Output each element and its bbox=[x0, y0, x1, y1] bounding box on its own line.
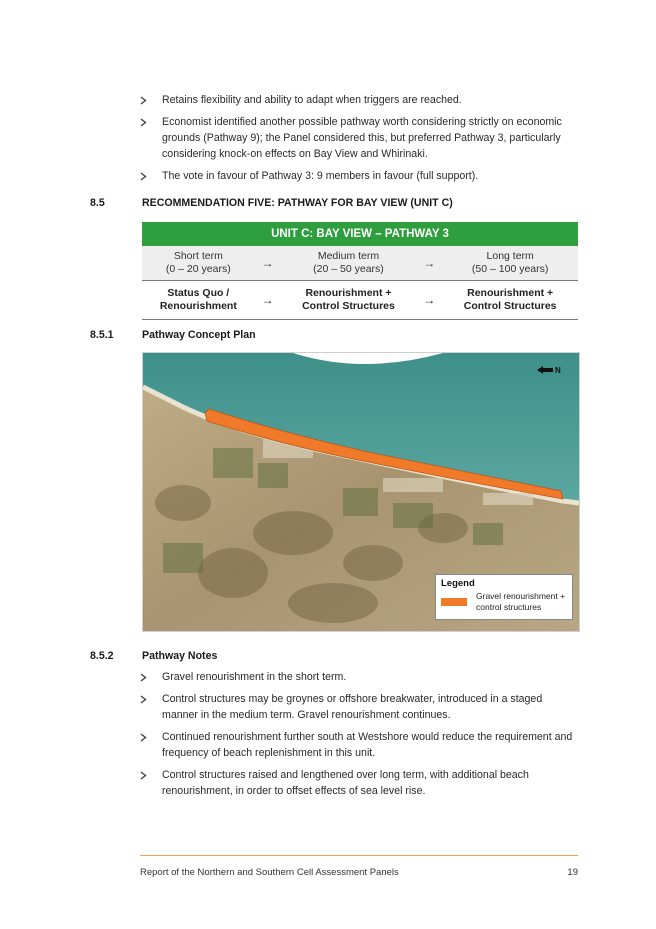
intro-bullet-list bbox=[140, 92, 580, 190]
list-item bbox=[140, 669, 580, 685]
terms-row bbox=[142, 246, 578, 281]
subsection-title: Pathway Concept Plan bbox=[142, 329, 256, 341]
section-title: RECOMMENDATION FIVE: PATHWAY FOR BAY VIEW (UNIT C) bbox=[142, 197, 453, 209]
chevron-right-icon bbox=[140, 114, 150, 130]
chevron-right-icon bbox=[140, 669, 150, 685]
term-range: (0 – 20 years) bbox=[165, 263, 231, 275]
pathway-table bbox=[142, 222, 578, 320]
action-line: Renourishment bbox=[159, 300, 237, 312]
action-line: Renourishment + bbox=[467, 287, 554, 299]
arrow-right-icon: → bbox=[416, 281, 442, 320]
subsection-number: 8.5.1 bbox=[90, 329, 114, 341]
term-name: Short term bbox=[173, 250, 223, 262]
north-label: N bbox=[555, 366, 561, 375]
action-line: Status Quo / bbox=[167, 287, 230, 299]
map-legend bbox=[435, 574, 573, 620]
list-item bbox=[140, 729, 580, 761]
chevron-right-icon bbox=[140, 767, 150, 783]
action-line: Control Structures bbox=[302, 300, 395, 312]
chevron-right-icon bbox=[140, 168, 150, 184]
term-name: Long term bbox=[486, 250, 534, 262]
section-number: 8.5 bbox=[90, 197, 105, 209]
chevron-right-icon bbox=[140, 691, 150, 707]
legend-label bbox=[476, 591, 565, 613]
chevron-right-icon bbox=[140, 729, 150, 745]
page-number: 19 bbox=[567, 867, 578, 878]
subsection-title: Pathway Notes bbox=[142, 650, 218, 662]
arrow-right-icon: → bbox=[255, 281, 281, 320]
term-range: (50 – 100 years) bbox=[471, 263, 549, 275]
pathway-concept-map bbox=[142, 352, 580, 632]
bullet-text: The vote in favour of Pathway 3: 9 members in favour (full support). bbox=[162, 170, 479, 182]
footer-divider bbox=[140, 855, 578, 856]
legend-label-line: Gravel renourishment + bbox=[476, 591, 566, 601]
legend-label-line: control structures bbox=[476, 602, 542, 612]
arrow-right-icon: → bbox=[416, 246, 442, 281]
bullet-text: Control structures may be groynes or offshore breakwater, introduced in a staged manner in the medium term. Gravel renourishment continues. bbox=[162, 693, 543, 721]
legend-title: Legend bbox=[441, 578, 475, 589]
notes-bullet-list bbox=[140, 669, 580, 805]
list-item bbox=[140, 92, 580, 108]
bullet-text: Economist identified another possible pathway worth considering strictly on economic grounds (Pathway 9); the Panel considered this, but preferred Pathway 3, particularly considering knock-on effects on Bay View and Whirinaki. bbox=[162, 116, 562, 160]
footer-text: Report of the Northern and Southern Cell Assessment Panels bbox=[140, 867, 399, 878]
pathway-table-title: UNIT C: BAY VIEW – PATHWAY 3 bbox=[142, 222, 578, 246]
list-item bbox=[140, 767, 580, 799]
short-term-action bbox=[142, 281, 255, 320]
short-term-cell bbox=[142, 246, 255, 281]
list-item bbox=[140, 114, 580, 162]
subsection-number: 8.5.2 bbox=[90, 650, 114, 662]
chevron-right-icon bbox=[140, 92, 150, 108]
medium-term-action bbox=[281, 281, 417, 320]
term-name: Medium term bbox=[317, 250, 380, 262]
bullet-text: Continued renourishment further south at Westshore would reduce the requirement and frequency of beach replenishment in this unit. bbox=[162, 731, 573, 759]
term-range: (20 – 50 years) bbox=[313, 263, 384, 275]
arrow-right-icon: → bbox=[255, 246, 281, 281]
list-item bbox=[140, 691, 580, 723]
bullet-text: Gravel renourishment in the short term. bbox=[162, 671, 347, 683]
action-line: Renourishment + bbox=[305, 287, 392, 299]
medium-term-cell bbox=[281, 246, 417, 281]
legend-swatch bbox=[441, 598, 467, 606]
long-term-cell bbox=[442, 246, 578, 281]
long-term-action bbox=[442, 281, 578, 320]
bullet-text: Retains flexibility and ability to adapt when triggers are reached. bbox=[162, 94, 462, 106]
action-line: Control Structures bbox=[463, 300, 557, 312]
list-item bbox=[140, 168, 580, 184]
actions-row bbox=[142, 281, 578, 320]
bullet-text: Control structures raised and lengthened over long term, with additional beach renourishment, in order to offset effects of sea level rise. bbox=[162, 769, 529, 797]
